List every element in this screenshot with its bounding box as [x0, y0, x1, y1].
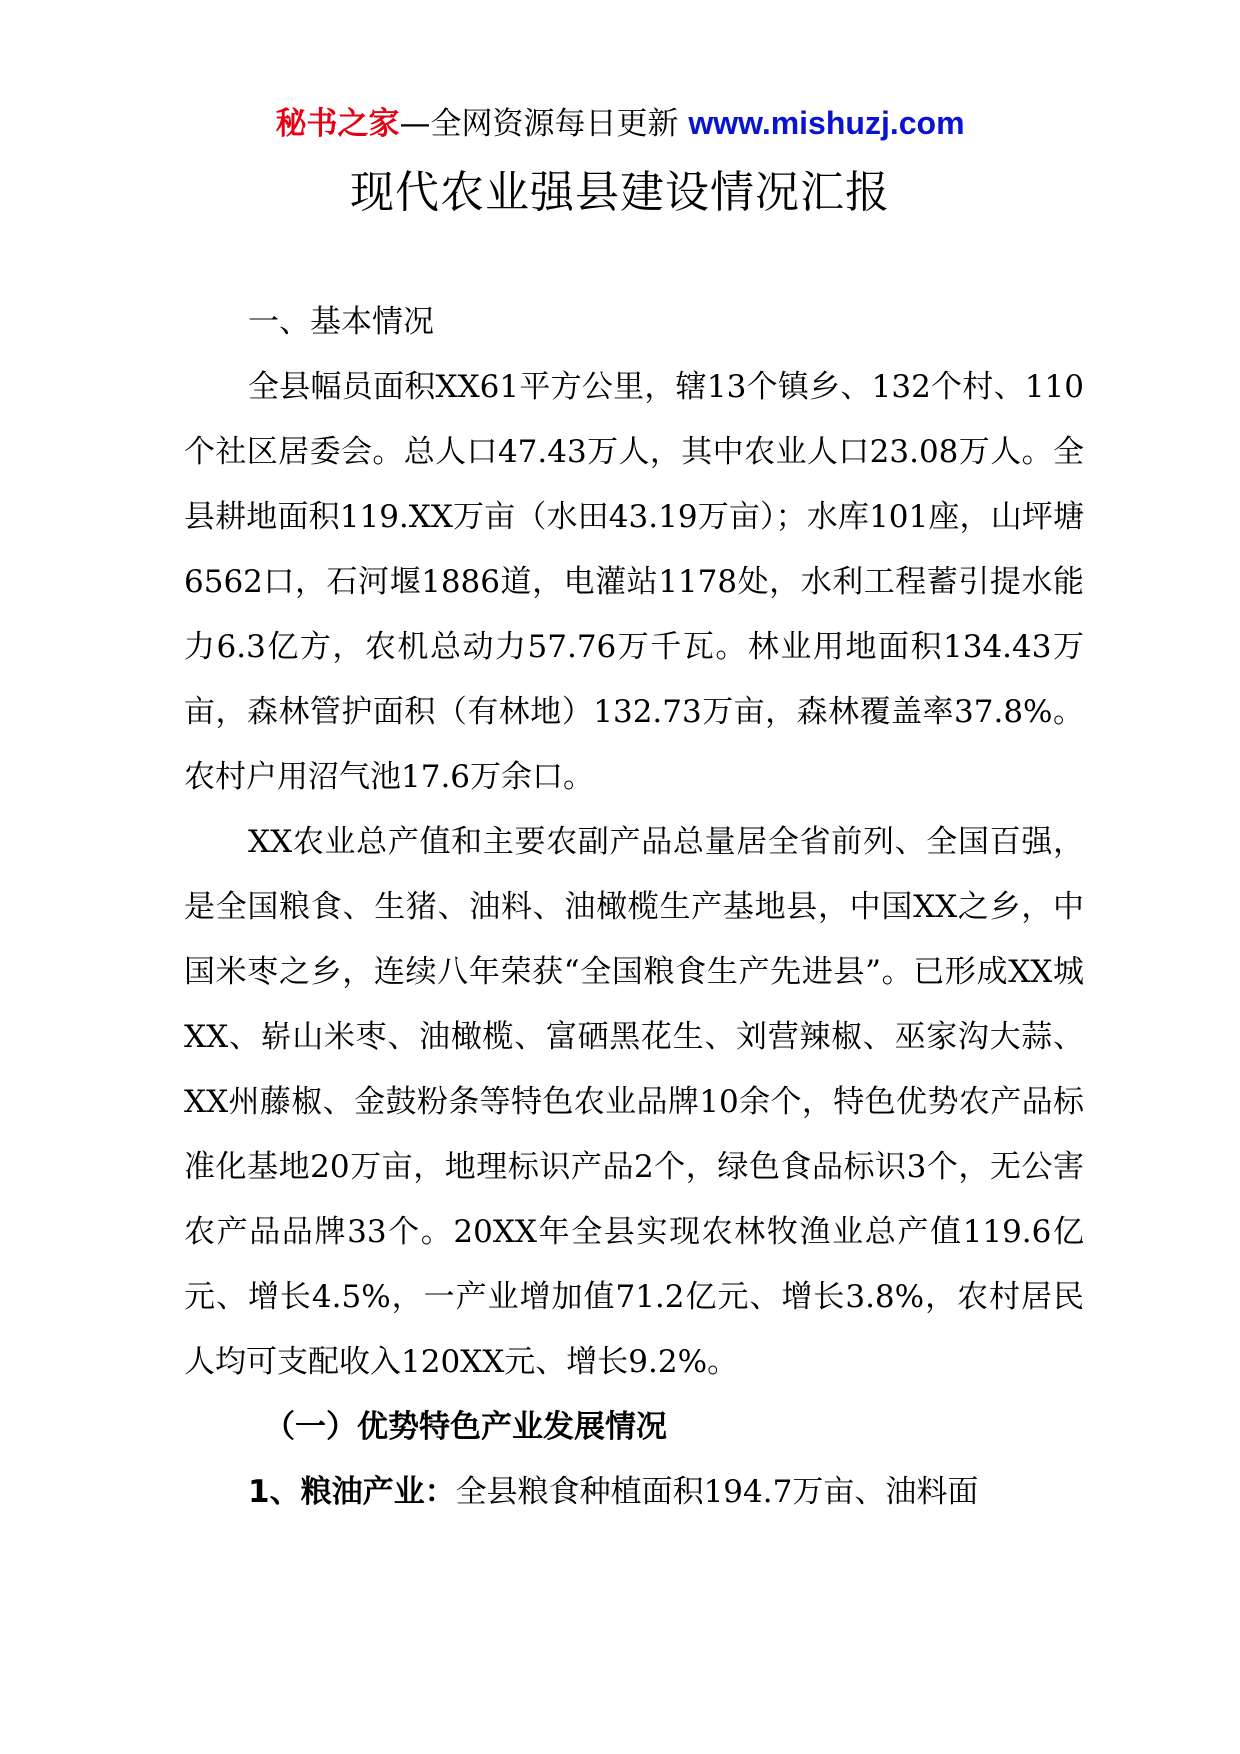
- subsection-heading-industry: （一）优势特色产业发展情况: [264, 1409, 667, 1445]
- paragraph-grain-oil: [184, 1460, 1084, 1525]
- site-header: [0, 100, 1240, 147]
- site-url-link[interactable]: www.mishuzj.com: [688, 105, 965, 141]
- paragraph-agri-overview: XX农业总产值和主要农副产品总量居全省前列、全国百强，是全国粮食、生猪、油料、油橄榄生产基地县，中国XX之乡，中国米枣之乡，连续八年荣获“全国粮食生产先进县”。已形成XX城XX、崭山米枣、油橄榄、富硒黑花生、刘营辣椒、巫家沟大蒜、XX州藤椒、金鼓粉条等特色农业品牌10余个，特色优势农产品标准化基地20万亩，地理标识产品2个，绿色食品标识3个，无公害农产品品牌33个。20XX年全县实现农林牧渔业总产值119.6亿元、增长4.5%，一产业增加值71.2亿元、增长3.8%，农村居民人均可支配收入120XX元、增长9.2%。: [184, 824, 1084, 1380]
- item-text-grain-oil: 全县粮食种植面积194.7万亩、油料面: [455, 1474, 979, 1510]
- paragraph-basic-stats: 全县幅员面积XX61平方公里，辖13个镇乡、132个村、110个社区居委会。总人口47.43万人，其中农业人口23.08万人。全县耕地面积119.XX万亩（水田43.19万亩）；水库101座，山坪塘6562口，石河堰1886道，电灌站1178处，水利工程蓄引提水能力6.3亿方，农机总动力57.76万千瓦。林业用地面积134.43万亩，森林管护面积（有林地）132.73万亩，森林覆盖率37.8%。农村户用沼气池17.6万余口。: [184, 369, 1084, 795]
- section-heading-basic: 一、基本情况: [248, 304, 434, 340]
- header-tagline: —全网资源每日更新: [399, 106, 679, 142]
- brand-name: 秘书之家: [275, 106, 400, 142]
- document-body: [184, 290, 1084, 1525]
- document-title: 现代农业强县建设情况汇报: [350, 167, 890, 218]
- item-label-grain-oil: 1、粮油产业：: [248, 1474, 456, 1510]
